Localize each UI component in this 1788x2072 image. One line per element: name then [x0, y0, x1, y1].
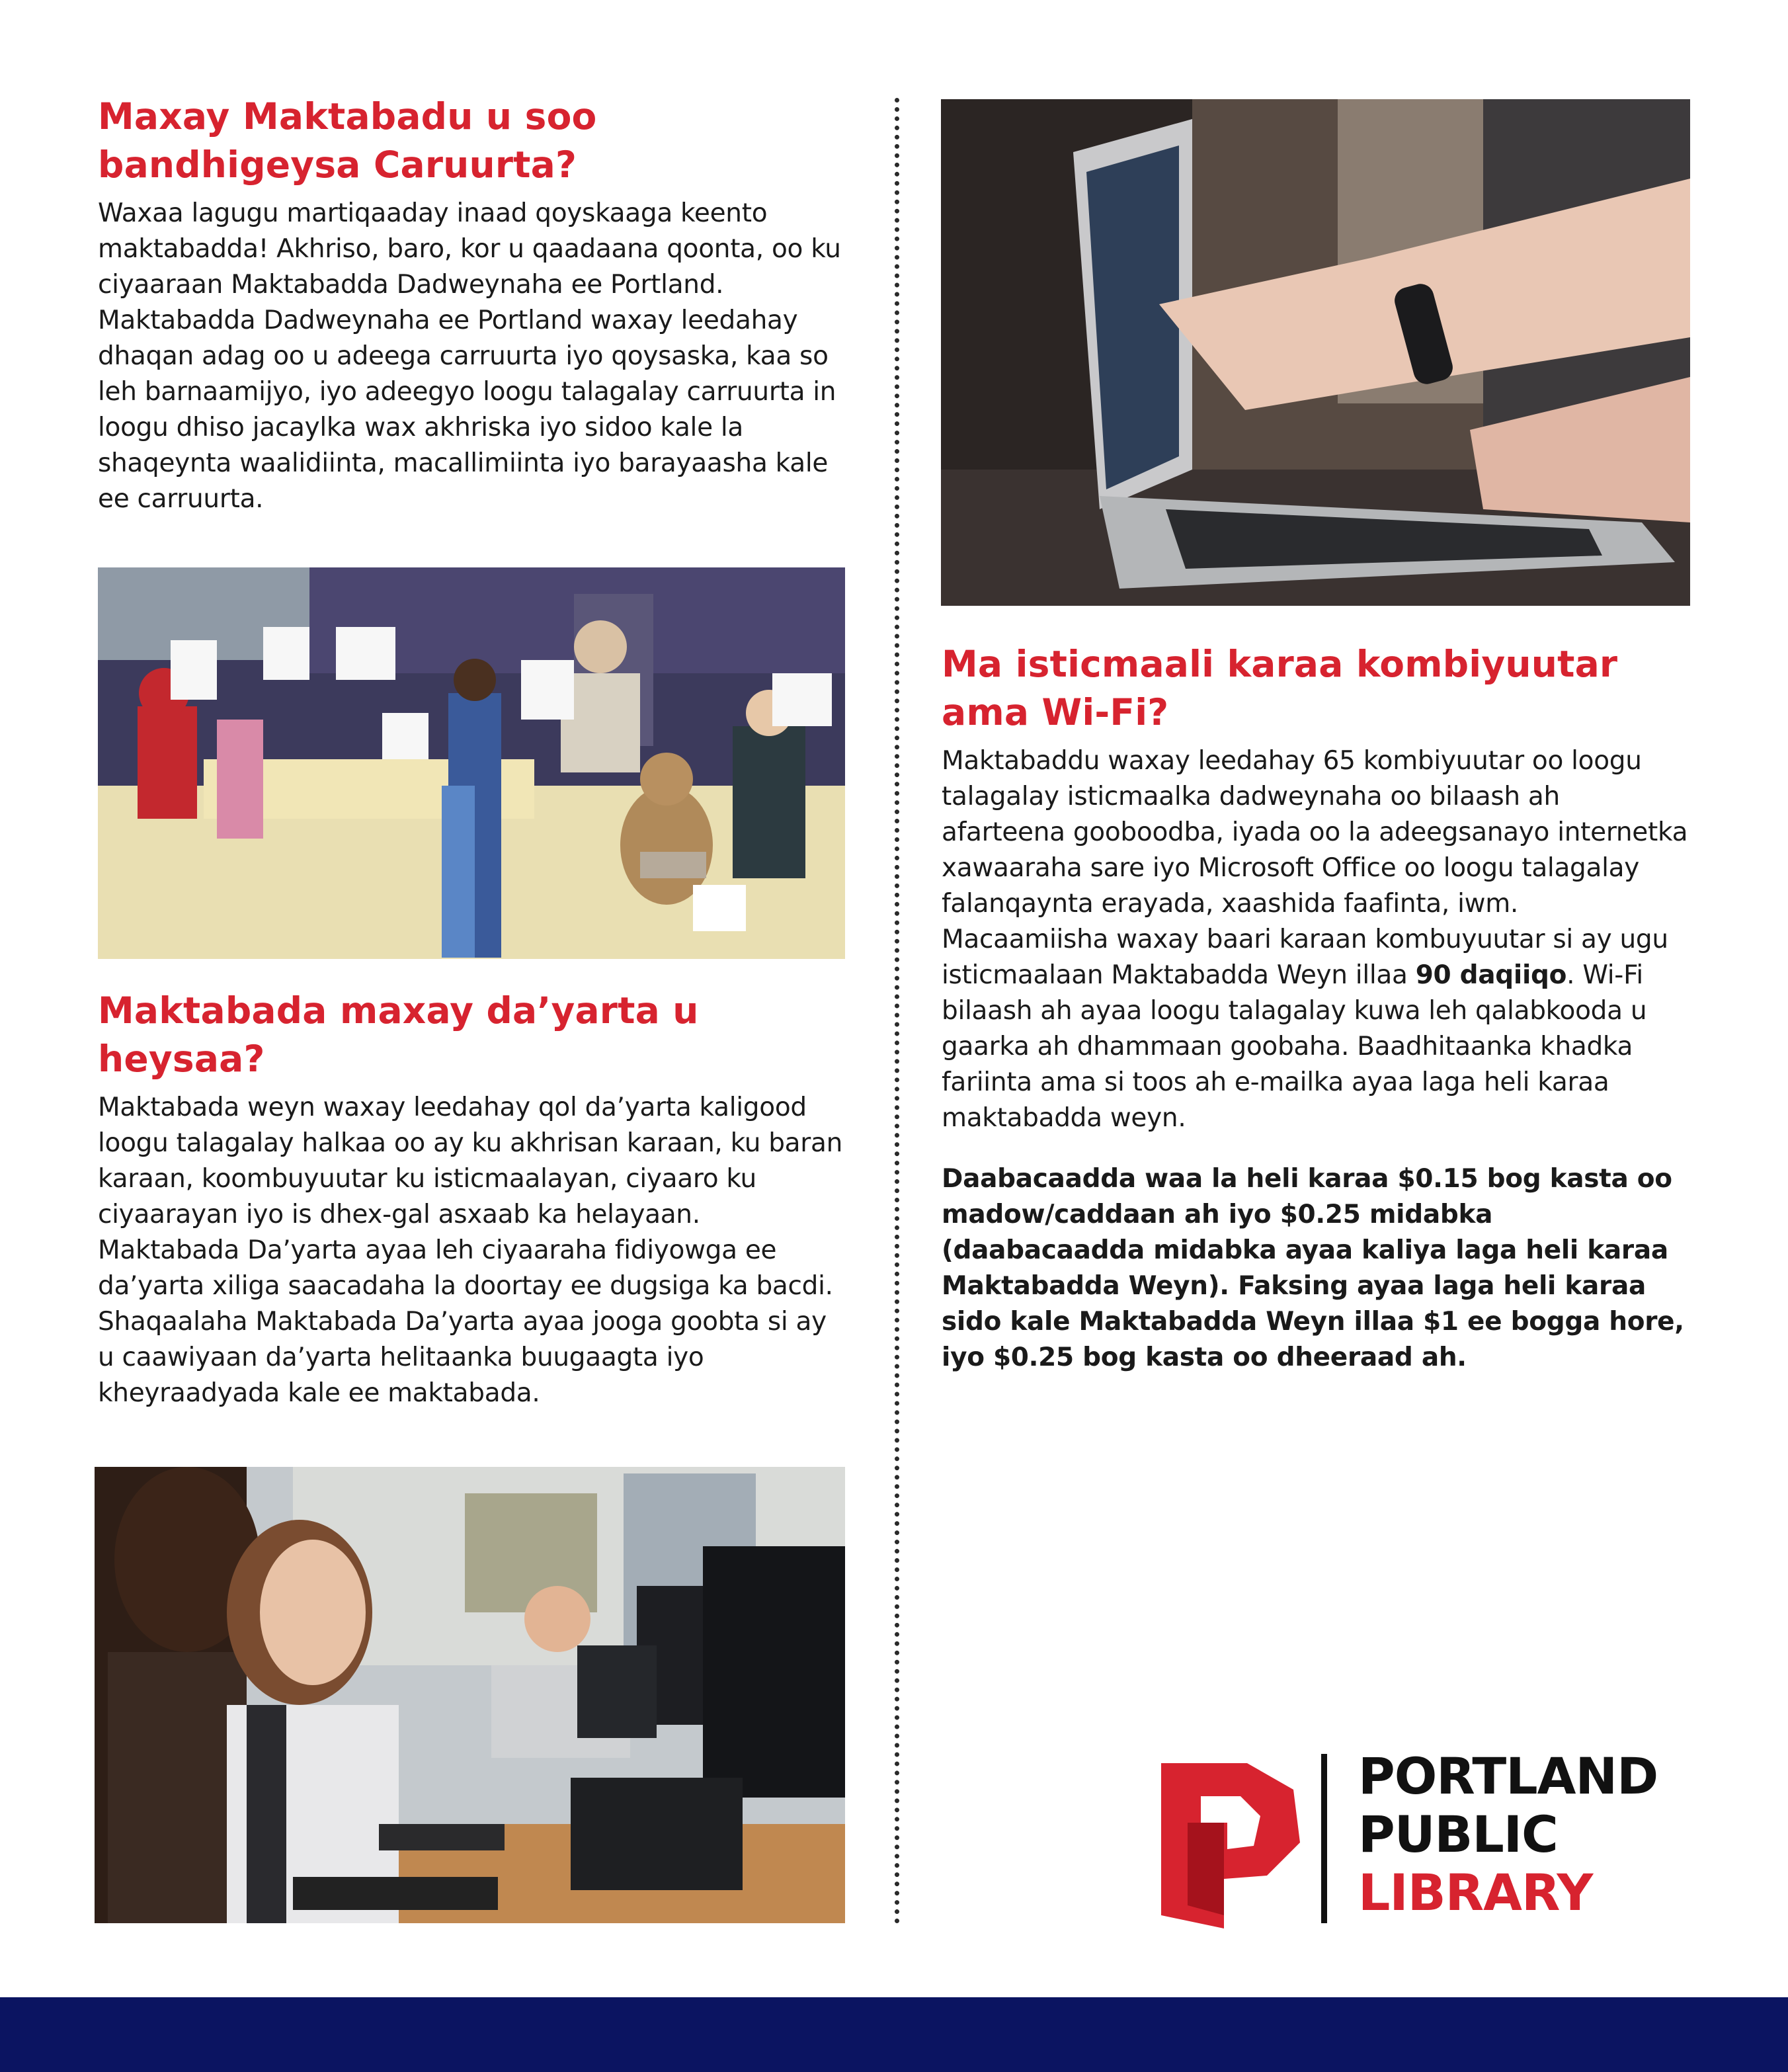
section-body-teens: Maktabada weyn waxay leedahay qol da’yarta kaligood loogu talagalay halkaa oo ay ku akhrisan karaan, ku baran karaan, koombuyuutar ku isticmaalayan, ciyaaro ku ciyaarayan iyo is dhex-gal asxaab ka helayaan. Maktabada Da’yarta ayaa leh ciyaaraha fidiyowga ee da’yarta xiliga saacadaha la doortay ee dugsiga ka bacdi. Shaqaalaha Maktabada Da’yarta ayaa jooga goobta si ay u caawiyaan da’yarta helitaanka buugaagta iyo kheyraadyada kale ee maktabada. [98, 1093, 843, 1408]
printing-note: Daabacaadda waa la heli karaa $0.15 bog kasta oo madow/caddaan ah iyo $0.25 midabka (daabacaadda midabka ayaa kaliya laga heli karaa Maktabadda Weyn). Faksing ayaa laga heli karaa sido kale Maktabadda Weyn illaa $1 ee bogga hore, iyo $0.25 bog kasta oo dheeraad ah. [942, 1164, 1684, 1372]
computers-text-part2: . Wi-Fi bilaash ah ayaa loogu talagalay kuwa leh qalabkooda u gaarka ah dhammaan goobaha. Baadhitaanka khadka fariinta ama si toos ah e-mailka ayaa laga heli karaa maktabadda weyn. [942, 960, 1647, 1133]
footer-band [0, 1997, 1788, 2072]
left-column [98, 93, 845, 517]
section-title-computers: Ma isticmaali karaa kombiyuutar ama Wi-Fi? [942, 643, 1618, 733]
logo-word-public: PUBLIC [1358, 1805, 1558, 1864]
column-divider [895, 98, 899, 1925]
computers-section [942, 640, 1690, 1376]
children-classroom-photo [98, 567, 845, 959]
section-body-computers [942, 743, 1690, 1136]
teens-section [98, 987, 845, 1411]
students-computers-photo [95, 1467, 845, 1923]
laptop-photo [941, 99, 1690, 606]
section-title-children: Maxay Maktabadu u soo bandhigeysa Caruurta? [98, 95, 597, 186]
logo-word-portland: PORTLAND [1358, 1747, 1658, 1805]
portland-public-library-logo [1161, 1746, 1690, 1931]
section-body-children: Waxaa lagugu martiqaaday inaad qoyskaaga keento maktabadda! Akhriso, baro, kor u qaadaana qoonta, oo ku ciyaaraan Maktabadda Dadweynaha ee Portland. Maktabadda Dadweynaha ee Portland waxay leedahay dhaqan adag oo u adeega carruurta iyo qoysaska, kaa so leh barnaamijyo, iyo adeegyo loogu talagalay carruurta in loogu dhiso jacaylka wax akhriska iyo sidoo kale la shaqeynta waalidiinta, macallimiinta iyo barayaasha kale ee carruurta. [98, 198, 841, 514]
logo-word-library: LIBRARY [1358, 1863, 1593, 1922]
library-p-mark-icon [1161, 1750, 1307, 1928]
computers-text-part1: Maktabaddu waxay leedahay 65 kombiyuutar oo loogu talagalay isticmaalka dadweynaha oo bilaash ah afarteena gooboodba, iyada oo la adeegsanayo internetka xawaaraha sare iyo Microsoft Office oo loogu talagalay falanqaynta erayada, xaashida faafinta, iwm. Macaamiisha waxay baari karaan kombuyuutar si ay ugu isticmaalaan Maktabadda Weyn illaa [942, 746, 1688, 990]
computers-text-bold: 90 daqiiqo [1415, 960, 1567, 990]
logo-divider-bar [1321, 1754, 1327, 1923]
section-title-teens: Maktabada maxay da’yarta u heysaa? [98, 989, 699, 1080]
